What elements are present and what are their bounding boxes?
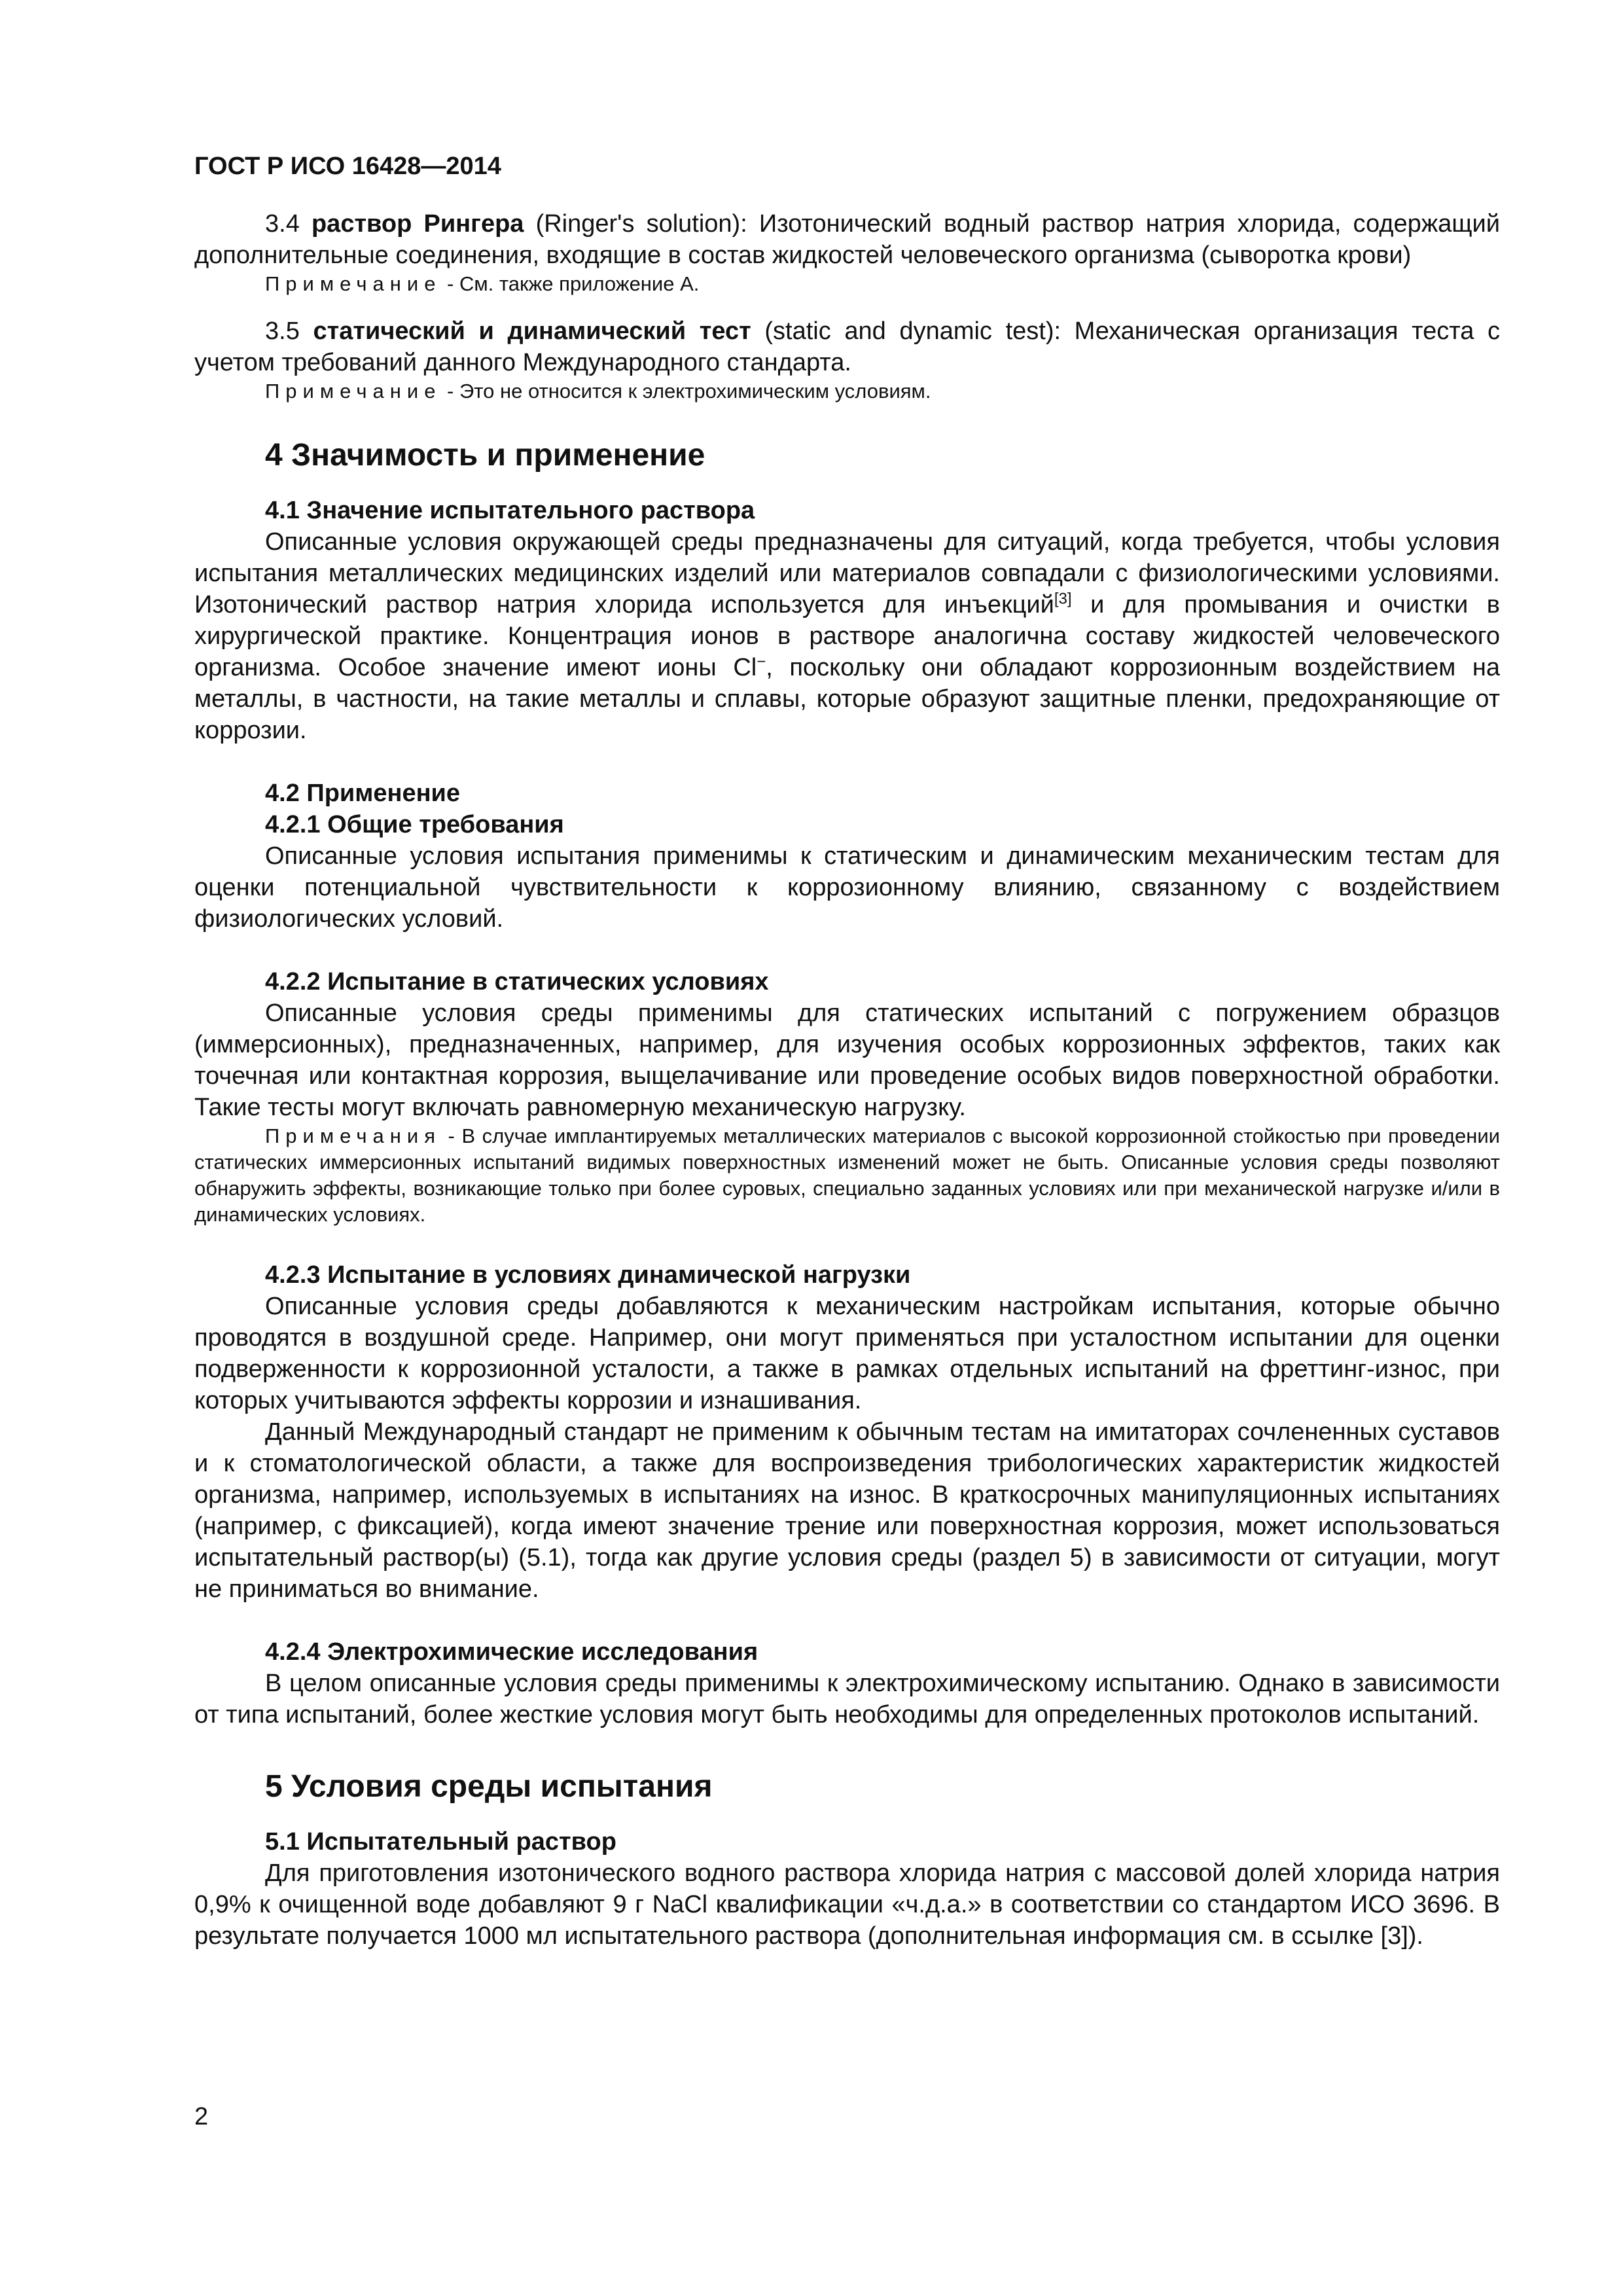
clause-4-2-2-heading: 4.2.2 Испытание в статических условиях: [265, 968, 769, 996]
section-4-heading: 4 Значимость и применение: [265, 438, 705, 473]
clause-4-2-3-text-1: Описанные условия среды добавляются к механическим настройкам испытания, которые обычно проводятся в воздушной среде. Например, они могут применяться при усталостном испытании для оценки подверженности к коррозионной усталости, а также в рамках отдельных испытаний на фреттинг-износ, при которых учитываются эффекты коррозии и изнашивания.: [194, 1293, 1500, 1414]
paragraph-part: Описанные условия окружающей среды предназначены для ситуаций, когда требуется, чтобы условия испытания металлических медицинских изделий или материалов совпадали с физиологическими условиями. Изотонический раствор натрия хлорида используется для инъекций: [194, 528, 1500, 619]
paragraph-part: , поскольку они обладают коррозионным воздействием на металлы, в частности, на такие металлы и сплавы, которые образуют защитные пленки, предохраняющие от коррозии.: [194, 654, 1500, 744]
clause-4-2-2-text: Описанные условия среды применимы для статических испытаний с погружением образцов (иммерсионных), предназначенных, например, для изучения особых коррозионных эффектов, таких как точечная или контактная коррозия, выщелачивание или проведение особых видов поверхностной обработки. Такие тесты могут включать равномерную механическую нагрузку.: [194, 999, 1500, 1121]
note-4-2-2: [194, 1123, 1500, 1228]
definition-text: (Ringer's solution): Изотонический водный раствор натрия хлорида, содержащий дополнительные соединения, входящие в состав жидкостей человеческого организма (сыворотка крови): [194, 210, 1500, 269]
clause-3-5: [194, 315, 1500, 378]
clause-4-2-heading: 4.2 Применение: [265, 780, 461, 807]
definition-text: (static and dynamic test): Механическая организация теста с учетом требований данного Международного стандарта.: [194, 317, 1500, 376]
note-text: - В случае имплантируемых металлических материалов с высокой коррозионной стойкостью при проведении статических иммерсионных испытаний видимых поверхностных изменений может не быть. Описанные условия среды позволяют обнаружить эффекты, возникающие только при более суровых, специально заданных условиях или при механической нагрузке и/или в динамических условиях.: [194, 1124, 1500, 1226]
reference-3: [3]: [1054, 590, 1072, 608]
section-5-heading: 5 Условия среды испытания: [265, 1769, 713, 1804]
document-header: ГОСТ Р ИСО 16428—2014: [194, 152, 501, 180]
clause-3-4: [194, 208, 1500, 271]
clause-4-2-4-text: В целом описанные условия среды применимы к электрохимическому испытанию. Однако в зависимости от типа испытаний, более жесткие условия могут быть необходимы для определенных протоколов испытаний.: [194, 1670, 1500, 1729]
clause-5-1-heading: 5.1 Испытательный раствор: [265, 1828, 616, 1856]
note-3-4: [194, 271, 1500, 297]
paragraph-part: и для промывания и очистки в хирургической практике. Концентрация ионов в растворе аналогична составу жидкостей человеческого организма. Особое значение имеют ионы Cl: [194, 591, 1500, 681]
note-label: Примечание: [265, 272, 442, 295]
note-text: - Это не относится к электрохимическим условиям.: [441, 380, 931, 403]
note-label: Примечания: [265, 1124, 441, 1147]
clause-4-1-heading: 4.1 Значение испытательного раствора: [265, 497, 755, 524]
superscript-minus: −: [757, 653, 766, 671]
term: раствор Рингера: [311, 210, 524, 238]
clause-number: 3.4: [265, 210, 312, 238]
note-text: - См. также приложение А.: [441, 272, 700, 295]
clause-4-2-3-heading: 4.2.3 Испытание в условиях динамической нагрузки: [265, 1261, 911, 1289]
clause-5-1-text: Для приготовления изотонического водного раствора хлорида натрия с массовой долей хлорида натрия 0,9% к очищенной воде добавляют 9 г NaCl квалификации «ч.д.а.» в соответствии со стандартом ИСО 3696. В результате получается 1000 мл испытательного раствора (дополнительная информация см. в ссылке [3]).: [194, 1859, 1500, 1950]
page-number: 2: [194, 2103, 209, 2130]
clause-4-2-1-text: Описанные условия испытания применимы к статическим и динамическим механическим тестам для оценки потенциальной чувствительности к коррозионному влиянию, связанному с воздействием физиологических условий.: [194, 842, 1500, 933]
term: статический и динамический тест: [313, 317, 751, 345]
clause-4-1-text: [194, 526, 1500, 746]
clause-4-2-4-heading: 4.2.4 Электрохимические исследования: [265, 1638, 758, 1666]
note-label: Примечание: [265, 380, 442, 403]
note-3-5: [194, 378, 1500, 404]
document-page: [194, 151, 1500, 1952]
clause-number: 3.5: [265, 317, 313, 345]
clause-4-2-3-text-2: Данный Международный стандарт не применим к обычным тестам на имитаторах сочлененных суставов и к стоматологической области, а также для воспроизведения трибологических характеристик жидкостей организма, например, используемых в испытаниях на износ. В краткосрочных манипуляционных испытаниях (например, с фиксацией), когда имеют значение трение или поверхностная коррозия, может использоваться испытательный раствор(ы) (5.1), тогда как другие условия среды (раздел 5) в зависимости от ситуации, могут не приниматься во внимание.: [194, 1418, 1500, 1603]
clause-4-2-1-heading: 4.2.1 Общие требования: [265, 811, 564, 838]
